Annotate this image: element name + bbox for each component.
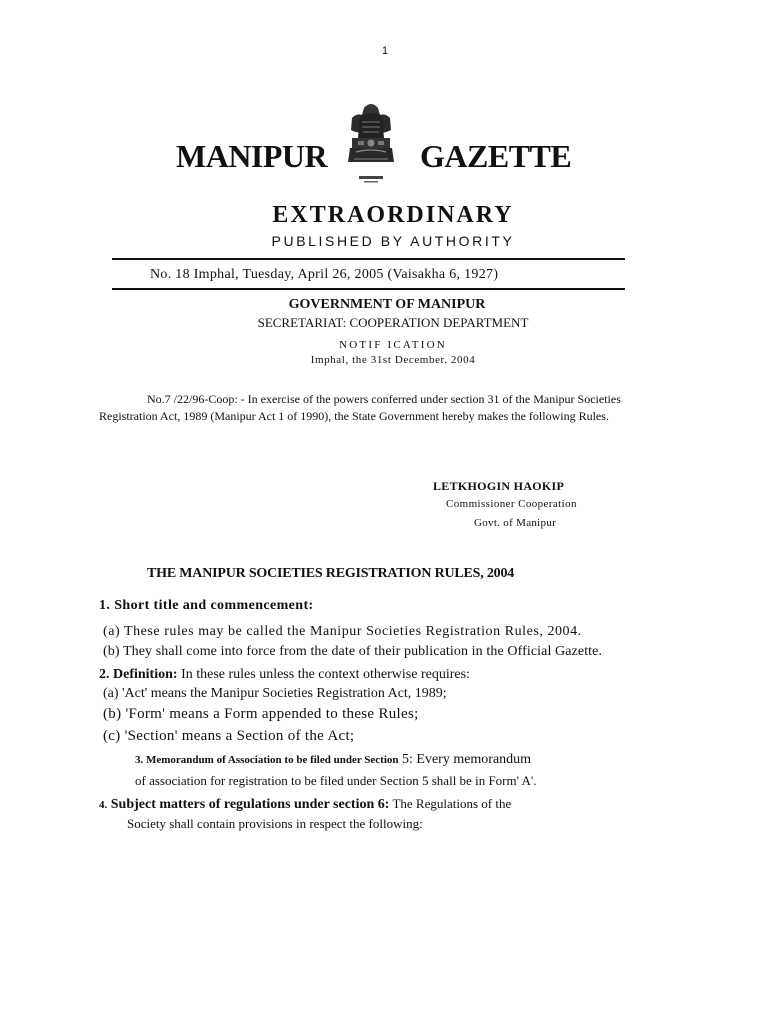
section-2-item-c: (c) 'Section' means a Section of the Act; bbox=[103, 728, 355, 744]
section-1-item-a: (a) These rules may be called the Manipur Societies Registration Rules, 2004. bbox=[103, 624, 582, 639]
section-4-text-1: The Regulations of the bbox=[389, 796, 512, 811]
government-heading: GOVERNMENT OF MANIPUR bbox=[288, 297, 486, 312]
issue-line: No. 18 Imphal, Tuesday, April 26, 2005 (Vaisakha 6, 1927) bbox=[150, 267, 499, 282]
signatory-title: Commissioner Cooperation bbox=[446, 498, 577, 510]
section-2-text: In these rules unless the context otherwise requires: bbox=[177, 667, 470, 682]
section-2-item-b: (b) 'Form' means a Form appended to these Rules; bbox=[103, 706, 419, 722]
section-2-line bbox=[99, 667, 470, 683]
section-3-text-1: 5: Every memorandum bbox=[398, 752, 532, 767]
section-3-line-2: of association for registration to be filed under Section 5 shall be in Form' A'. bbox=[135, 773, 537, 788]
section-4-line-2: Society shall contain provisions in respect the following: bbox=[127, 816, 423, 831]
page-number: 1 bbox=[381, 45, 389, 57]
published-by-authority: PUBLISHED BY AUTHORITY bbox=[271, 233, 515, 249]
section-2-item-a: (a) 'Act' means the Manipur Societies Registration Act, 1989; bbox=[103, 686, 447, 701]
section-3-line-1 bbox=[135, 752, 531, 768]
masthead-title-left: MANIPUR bbox=[176, 138, 328, 174]
section-2-heading: 2. Definition: bbox=[99, 667, 178, 682]
bottom-rule-divider bbox=[112, 288, 625, 290]
masthead-title-right: GAZETTE bbox=[420, 138, 572, 174]
section-3-heading: 3. Memorandum of Association to be filed under Section bbox=[135, 754, 399, 766]
state-emblem-icon bbox=[340, 96, 402, 188]
section-1-item-b: (b) They shall come into force from the date of their publication in the Official Gazette. bbox=[103, 644, 603, 659]
preamble-paragraph bbox=[99, 391, 621, 425]
top-rule-divider bbox=[112, 258, 625, 260]
department-heading: SECRETARIAT: COOPERATION DEPARTMENT bbox=[257, 315, 529, 330]
section-4-number: 4. bbox=[99, 799, 108, 811]
notification-heading: NOTIF ICATION bbox=[339, 339, 447, 351]
section-4-line-1 bbox=[99, 796, 511, 813]
notification-date: Imphal, the 31st December. 2004 bbox=[310, 354, 476, 366]
extraordinary-heading: EXTRAORDINARY bbox=[272, 202, 514, 228]
signatory-name: LETKHOGIN HAOKIP bbox=[433, 479, 565, 493]
signatory-office: Govt. of Manipur bbox=[474, 517, 557, 529]
preamble-text: No.7 /22/96-Coop: - In exercise of the powers conferred under section 31 of the Manipur Societies Registration Act, 1989 (Manipur Act 1 of 1990), the State Government hereby makes the following Rules. bbox=[99, 392, 621, 423]
section-4-heading: Subject matters of regulations under section 6: bbox=[107, 797, 390, 812]
rules-title: THE MANIPUR SOCIETIES REGISTRATION RULES, 2004 bbox=[147, 566, 515, 581]
section-1-heading: 1. Short title and commencement: bbox=[99, 598, 314, 613]
